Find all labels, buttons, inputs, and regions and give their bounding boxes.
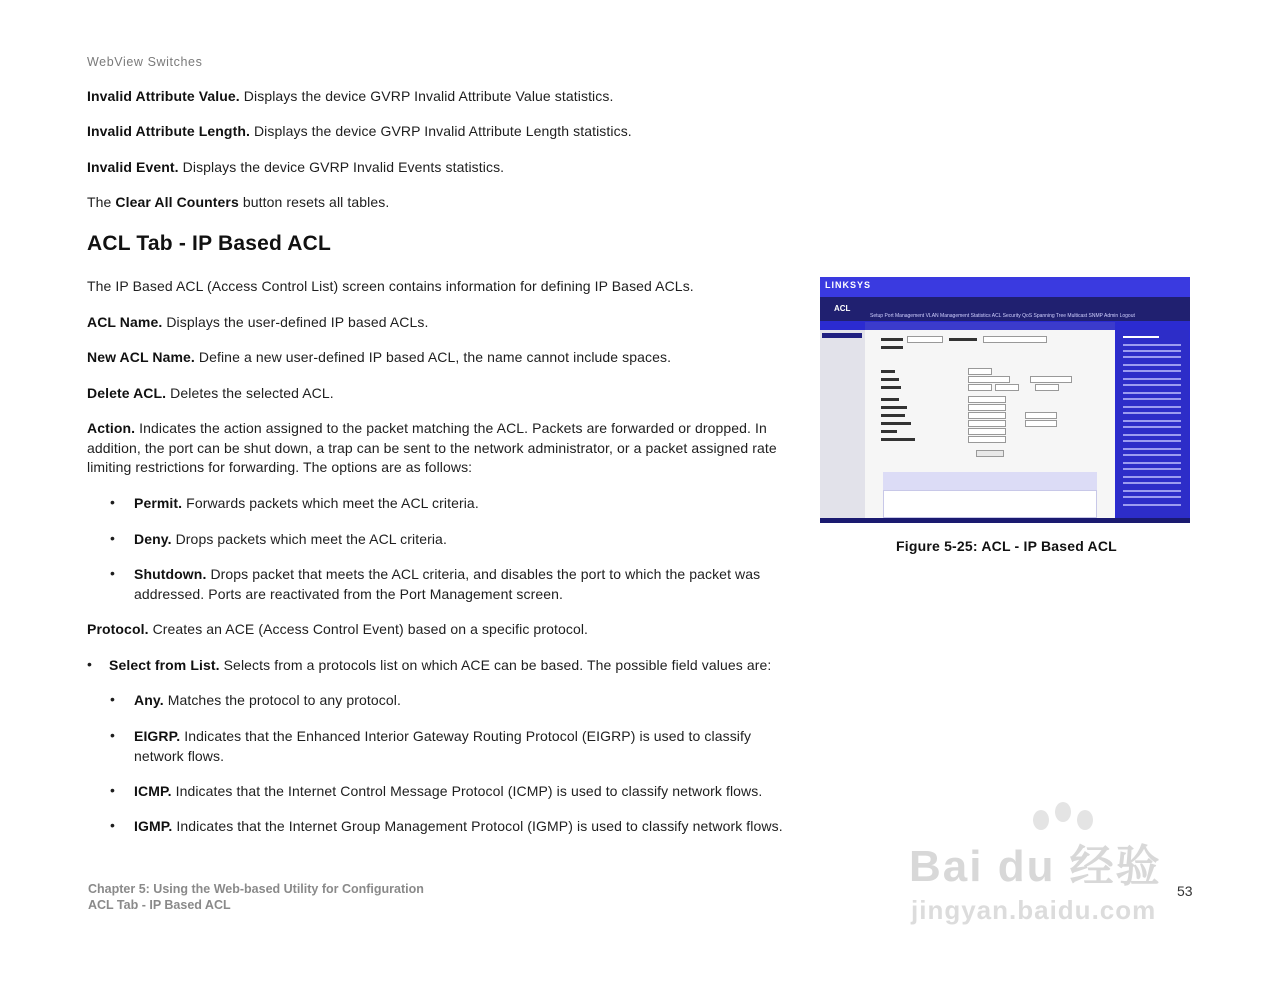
term: Invalid Event. xyxy=(87,159,179,175)
paragraph-invalid-event xyxy=(87,158,787,178)
desc: Displays the user-defined IP based ACLs. xyxy=(162,314,429,330)
paragraph-delete-acl xyxy=(87,384,787,404)
help-line xyxy=(1123,440,1181,442)
desc: Indicates that the Internet Control Message Protocol (ICMP) is used to classify network flows. xyxy=(171,783,763,799)
bullet-dot: • xyxy=(110,565,115,581)
form-field xyxy=(1035,384,1059,391)
bullet-dot: • xyxy=(110,691,115,707)
left-panel-bar xyxy=(822,333,862,338)
help-line xyxy=(1123,378,1181,380)
help-line xyxy=(1123,454,1181,456)
form-field xyxy=(968,412,1006,419)
form-label xyxy=(949,338,977,341)
term: Invalid Attribute Length. xyxy=(87,123,250,139)
bullet-dot: • xyxy=(87,656,92,672)
form-label xyxy=(881,414,905,417)
help-line xyxy=(1123,420,1181,422)
desc: Deletes the selected ACL. xyxy=(166,385,334,401)
form-field xyxy=(968,384,992,391)
list-item-any xyxy=(134,691,789,711)
list-item-permit xyxy=(134,494,784,514)
help-line xyxy=(1123,412,1181,414)
running-header: WebView Switches xyxy=(87,55,203,69)
form-field xyxy=(968,396,1006,403)
term: Select from List. xyxy=(109,657,220,673)
form-field xyxy=(968,368,992,375)
form-field xyxy=(968,436,1006,443)
screenshot-left-panel xyxy=(820,330,865,518)
bullet-dot: • xyxy=(110,530,115,546)
help-line xyxy=(1123,426,1181,428)
form-field xyxy=(968,376,1010,383)
paw-toe xyxy=(1055,802,1071,822)
list-item-icmp xyxy=(134,782,789,802)
list-item-select-from-list xyxy=(109,656,789,676)
form-field xyxy=(907,336,943,343)
screenshot-nav-tabs: Setup Port Management VLAN Management Statistics ACL Security QoS Spanning Tree Multicast SNMP Admin Logout xyxy=(870,313,1135,319)
watermark-url: jingyan.baidu.com xyxy=(911,895,1157,925)
list-item-shutdown xyxy=(134,565,774,604)
help-line xyxy=(1123,384,1181,386)
desc: Forwards packets which meet the ACL criteria. xyxy=(182,495,479,511)
section-intro: The IP Based ACL (Access Control List) screen contains information for defining IP Based ACLs. xyxy=(87,278,694,294)
screenshot-bottom-bar xyxy=(820,518,1190,523)
term: Invalid Attribute Value. xyxy=(87,88,240,104)
desc: Displays the device GVRP Invalid Attribute Value statistics. xyxy=(239,88,614,104)
term: ICMP. xyxy=(134,783,172,799)
help-line xyxy=(1123,490,1181,492)
form-label xyxy=(881,386,901,389)
form-field xyxy=(1025,420,1057,427)
desc: Indicates the action assigned to the packet matching the ACL. Packets are forwarded or dropped. In addition, the port can be shut down, a trap can be sent to the network administrator, or a packet assigned rate limiting restrictions for forwarding. The options are as follows: xyxy=(87,420,777,475)
desc: Selects from a protocols list on which ACE can be based. The possible field values are: xyxy=(219,657,772,673)
form-field xyxy=(968,420,1006,427)
desc: Define a new user-defined IP based ACL, the name cannot include spaces. xyxy=(194,349,672,365)
baidu-watermark xyxy=(905,800,1205,940)
term: Delete ACL. xyxy=(87,385,167,401)
paragraph-action xyxy=(87,419,787,478)
form-field xyxy=(983,336,1047,343)
paragraph-clear-all-counters xyxy=(87,193,787,213)
help-line xyxy=(1123,448,1181,450)
paragraph-new-acl-name xyxy=(87,348,787,368)
watermark-brand: Bai du 经验 xyxy=(909,842,1162,891)
help-line xyxy=(1123,476,1181,478)
list-item-eigrp xyxy=(134,727,789,766)
term: New ACL Name. xyxy=(87,349,195,365)
add-to-list-button xyxy=(976,450,1004,457)
form-label xyxy=(881,438,915,441)
help-line xyxy=(1123,434,1181,436)
paw-toe xyxy=(1077,810,1093,830)
screenshot-help-panel xyxy=(1117,330,1189,518)
section-heading: ACL Tab - IP Based ACL xyxy=(87,232,331,255)
bullet-dot: • xyxy=(110,782,115,798)
form-field xyxy=(1030,376,1072,383)
term: IGMP. xyxy=(134,818,173,834)
form-label xyxy=(881,370,895,373)
help-line xyxy=(1123,392,1181,394)
form-field xyxy=(995,384,1019,391)
footer-chapter: Chapter 5: Using the Web-based Utility for Configuration xyxy=(88,882,424,896)
acl-screenshot-figure xyxy=(820,277,1190,523)
form-field xyxy=(1025,412,1057,419)
screenshot-subtab-row xyxy=(865,322,1115,330)
desc: Creates an ACE (Access Control Event) based on a specific protocol. xyxy=(148,621,589,637)
help-line xyxy=(1123,462,1181,464)
prefix: The xyxy=(87,194,116,210)
help-line xyxy=(1123,398,1181,400)
desc: Displays the device GVRP Invalid Attribute Length statistics. xyxy=(249,123,632,139)
form-label xyxy=(881,338,903,341)
help-title xyxy=(1123,336,1159,338)
term: Clear All Counters xyxy=(115,194,239,210)
term: Protocol. xyxy=(87,621,149,637)
paragraph-protocol xyxy=(87,620,787,640)
form-field xyxy=(968,428,1006,435)
help-line xyxy=(1123,504,1181,506)
page-number: 53 xyxy=(1177,883,1193,899)
desc: Drops packet that meets the ACL criteria, and disables the port to which the packet was addressed. Ports are reactivated from the Port Management screen. xyxy=(134,566,761,602)
form-label xyxy=(881,406,907,409)
paragraph-invalid-attribute-value xyxy=(87,87,787,107)
desc: Indicates that the Internet Group Management Protocol (IGMP) is used to classify network flows. xyxy=(172,818,783,834)
term: Action. xyxy=(87,420,136,436)
term: ACL Name. xyxy=(87,314,163,330)
help-line xyxy=(1123,482,1181,484)
screenshot-table-body xyxy=(883,490,1097,518)
form-label xyxy=(881,422,911,425)
screenshot-nav-label: ACL xyxy=(834,304,851,313)
paw-toe xyxy=(1033,810,1049,830)
term: Permit. xyxy=(134,495,183,511)
form-label xyxy=(881,430,897,433)
help-line xyxy=(1123,344,1181,346)
form-label xyxy=(881,398,899,401)
help-line xyxy=(1123,370,1181,372)
screenshot-table-header xyxy=(883,472,1097,490)
form-label xyxy=(881,378,899,381)
paragraph-acl-name xyxy=(87,313,787,333)
term: Any. xyxy=(134,692,164,708)
help-line xyxy=(1123,406,1181,408)
footer-section: ACL Tab - IP Based ACL xyxy=(88,898,231,912)
desc: Displays the device GVRP Invalid Events statistics. xyxy=(178,159,505,175)
help-line xyxy=(1123,350,1181,352)
term: Deny. xyxy=(134,531,172,547)
desc: Matches the protocol to any protocol. xyxy=(163,692,401,708)
form-field xyxy=(968,404,1006,411)
form-label xyxy=(881,346,903,349)
help-line xyxy=(1123,356,1181,358)
linksys-logo: LINKSYS xyxy=(825,280,872,290)
paragraph-invalid-attribute-length xyxy=(87,122,787,142)
term: Shutdown. xyxy=(134,566,207,582)
help-line xyxy=(1123,468,1181,470)
desc: Drops packets which meet the ACL criteria. xyxy=(171,531,447,547)
bullet-dot: • xyxy=(110,494,115,510)
help-line xyxy=(1123,496,1181,498)
bullet-dot: • xyxy=(110,817,115,833)
bullet-dot: • xyxy=(110,727,115,743)
screenshot-form-area xyxy=(865,330,1115,518)
desc: button resets all tables. xyxy=(238,194,390,210)
list-item-deny xyxy=(134,530,784,550)
list-item-igmp xyxy=(134,817,789,837)
desc: Indicates that the Enhanced Interior Gateway Routing Protocol (EIGRP) is used to classify network flows. xyxy=(134,728,752,764)
help-line xyxy=(1123,364,1181,366)
figure-caption: Figure 5-25: ACL - IP Based ACL xyxy=(896,538,1117,554)
screenshot-top-band xyxy=(820,277,1190,297)
term: EIGRP. xyxy=(134,728,181,744)
